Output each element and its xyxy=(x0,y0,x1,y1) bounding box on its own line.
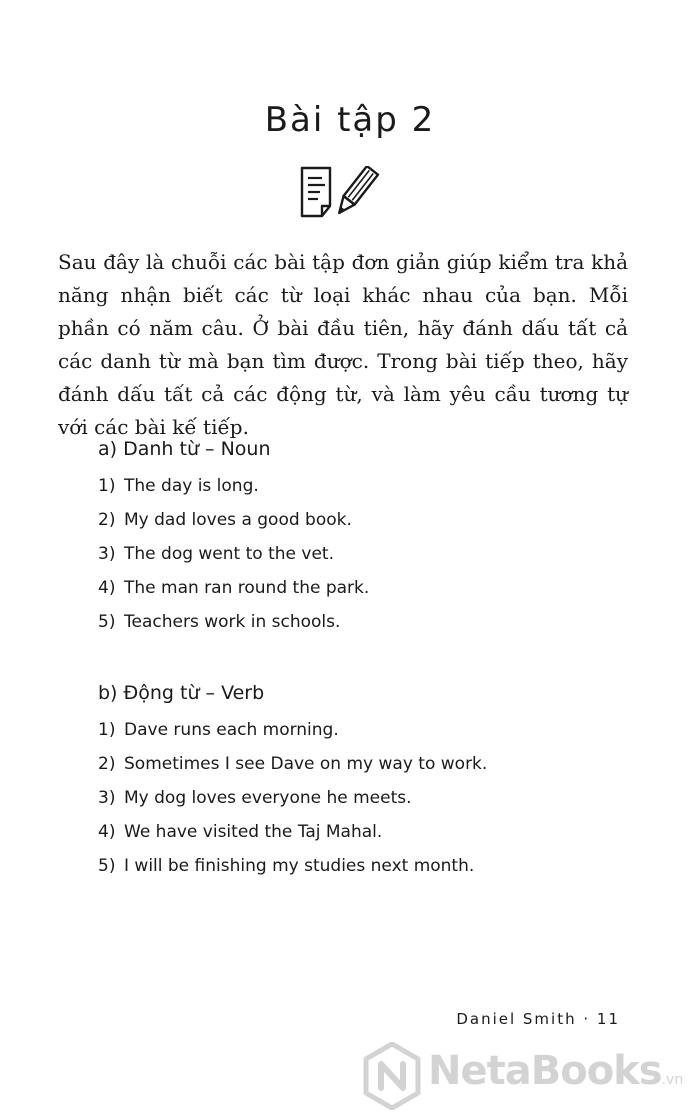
noun-exercise-list xyxy=(98,469,369,639)
netabooks-logo-icon xyxy=(362,1042,422,1110)
list-item: 2) My dad loves a good book. xyxy=(98,510,352,530)
list-item: 4) We have visited the Taj Mahal. xyxy=(98,822,383,842)
list-item: 1) The day is long. xyxy=(98,476,259,496)
list-item: 1) Dave runs each morning. xyxy=(98,720,339,740)
watermark-text: NetaBooks.vn xyxy=(428,1048,684,1094)
document-pencil-icon xyxy=(296,166,380,222)
section-heading-verb: b) Động từ – Verb xyxy=(98,682,265,704)
list-item: 5) I will be finishing my studies next month. xyxy=(98,856,475,876)
page-footer: Daniel Smith · 11 xyxy=(456,1010,620,1028)
page-title: Bài tập 2 xyxy=(264,100,436,140)
list-item: 3) The dog went to the vet. xyxy=(98,544,334,564)
list-item: 4) The man ran round the park. xyxy=(98,578,370,598)
netabooks-watermark xyxy=(362,1040,692,1112)
section-heading-noun: a) Danh từ – Noun xyxy=(98,438,271,460)
list-item: 2) Sometimes I see Dave on my way to work. xyxy=(98,754,488,774)
list-item: 5) Teachers work in schools. xyxy=(98,612,341,632)
verb-exercise-list xyxy=(98,713,487,883)
list-item: 3) My dog loves everyone he meets. xyxy=(98,788,412,808)
intro-paragraph: Sau đây là chuỗi các bài tập đơn giản giúp kiểm tra khả năng nhận biết các từ loại khác nhau của bạn. Mỗi phần có năm câu. Ở bài đầu tiên, hãy đánh dấu tất cả các danh từ mà bạn tìm được. Trong bài tiếp theo, hãy đánh dấu tất cả các động từ, và làm yêu cầu tương tự với các bài kế tiếp. xyxy=(58,250,628,439)
